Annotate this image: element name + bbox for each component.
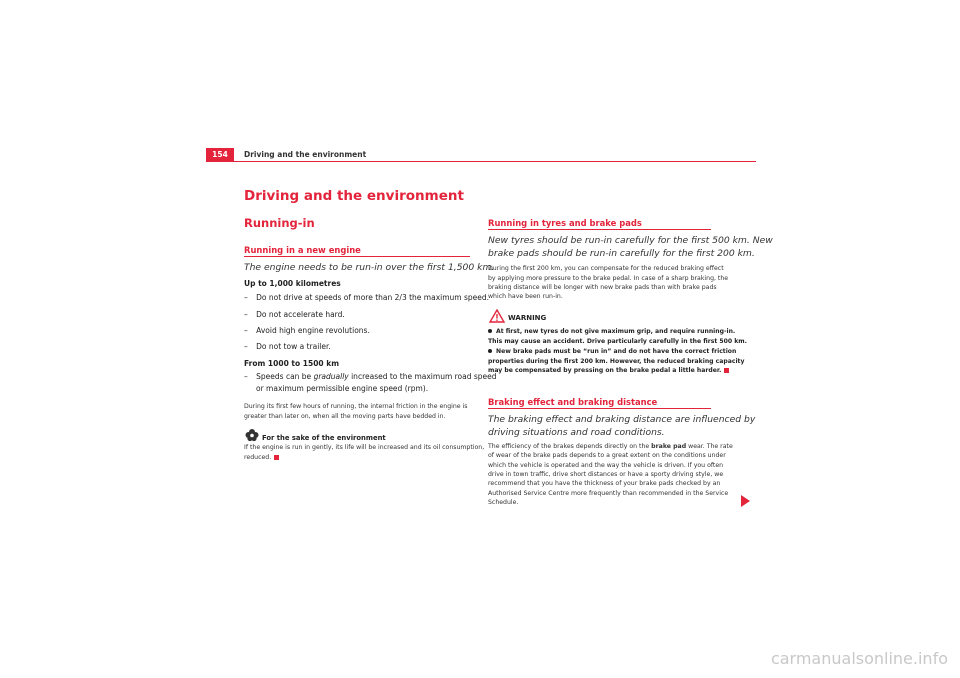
new-engine-intro: The engine needs to be run-in over the first 1,500 km.	[244, 262, 495, 273]
list-item-continuation: or maximum permissible engine speed (rpm).	[256, 384, 429, 393]
new-engine-rule	[244, 256, 470, 257]
tyres-title: Running in tyres and brake pads	[488, 218, 642, 228]
warning-line: properties during the first 200 km. However, the reduced braking capacity	[488, 358, 745, 365]
braking-title: Braking effect and braking distance	[488, 397, 658, 407]
note-line: During its first few hours of running, the internal friction in the engine is	[244, 403, 468, 410]
section-title: Running-in	[244, 216, 315, 230]
end-marker	[724, 368, 729, 373]
group2-heading: From 1000 to 1500 km	[244, 359, 340, 368]
braking-intro: The braking effect and braking distance are influenced by	[488, 414, 756, 425]
warning-label: WARNING	[508, 314, 547, 322]
next-page-arrow-icon[interactable]	[741, 495, 750, 507]
braking-body-line: of wear of the brake pads depends to a great extent on the conditions under	[488, 452, 726, 459]
environment-line-end: reduced.	[244, 453, 279, 463]
page-number: 154	[206, 148, 234, 162]
tyres-body-line: by applying more pressure to the brake pedal. In case of a sharp braking, the	[488, 275, 729, 282]
watermark: carmanualsonline.info	[770, 649, 948, 668]
environment-line: If the engine is run in gently, its life will be increased and its oil consumption,	[244, 444, 485, 451]
braking-body-line: which the vehicle is operated and the way the vehicle is driven. If you often	[488, 462, 724, 469]
warning-line: This may cause an accident. Drive particularly carefully in the first 500 km.	[488, 338, 747, 345]
list-item: – Do not tow a trailer.	[244, 342, 331, 351]
environment-heading: For the sake of the environment	[262, 434, 386, 442]
running-title: Driving and the environment	[244, 150, 367, 159]
group1-heading: Up to 1,000 kilometres	[244, 279, 341, 288]
tyres-intro: brake pads should be run-in carefully for the first 200 km.	[488, 248, 755, 259]
new-engine-title: Running in a new engine	[244, 245, 361, 255]
list-item: – Avoid high engine revolutions.	[244, 326, 370, 335]
bullet-icon	[488, 349, 492, 353]
warning-line-end: may be compensated by pressing on the brake pedal a little harder.	[488, 366, 729, 376]
braking-body-line: recommend that you have the thickness of your brake pads checked by an	[488, 480, 721, 487]
warning-icon	[489, 308, 505, 322]
tyres-body-line: which have been run-in.	[488, 293, 563, 300]
end-marker	[274, 455, 279, 460]
warning-bullet: At first, new tyres do not give maximum grip, and require running-in.	[488, 327, 735, 337]
tyres-intro: New tyres should be run-in carefully for the first 500 km. New	[488, 235, 773, 246]
tyres-body-line: During the first 200 km, you can compensate for the reduced braking effect	[488, 265, 724, 272]
list-item: – Do not accelerate hard.	[244, 310, 345, 319]
braking-body-line: Authorised Service Centre more frequently than recommended in the Service	[488, 490, 729, 497]
tyres-body-line: braking distance will be longer with new brake pads than with brake pads	[488, 284, 717, 291]
tyres-rule	[488, 229, 711, 230]
braking-body-line: The efficiency of the brakes depends directly on the brake pad wear. The rate	[488, 443, 733, 450]
braking-intro: driving situations and road conditions.	[488, 427, 665, 438]
braking-body-line: Schedule.	[488, 499, 519, 506]
note-line: greater than later on, when all the moving parts have bedded in.	[244, 413, 446, 420]
bullet-icon	[488, 329, 492, 333]
list-item: – Speeds can be gradually increased to the maximum road speed	[244, 372, 497, 381]
braking-body-line: drive in town traffic, drive short distances or have a sporty driving style, we	[488, 471, 724, 478]
warning-bullet: New brake pads must be “run in” and do not have the correct friction	[488, 347, 736, 357]
header-divider	[206, 161, 756, 162]
chapter-title: Driving and the environment	[244, 188, 464, 204]
list-item: – Do not drive at speeds of more than 2/3 the maximum speed.	[244, 293, 490, 302]
flower-icon	[244, 427, 260, 441]
braking-rule	[488, 408, 711, 409]
